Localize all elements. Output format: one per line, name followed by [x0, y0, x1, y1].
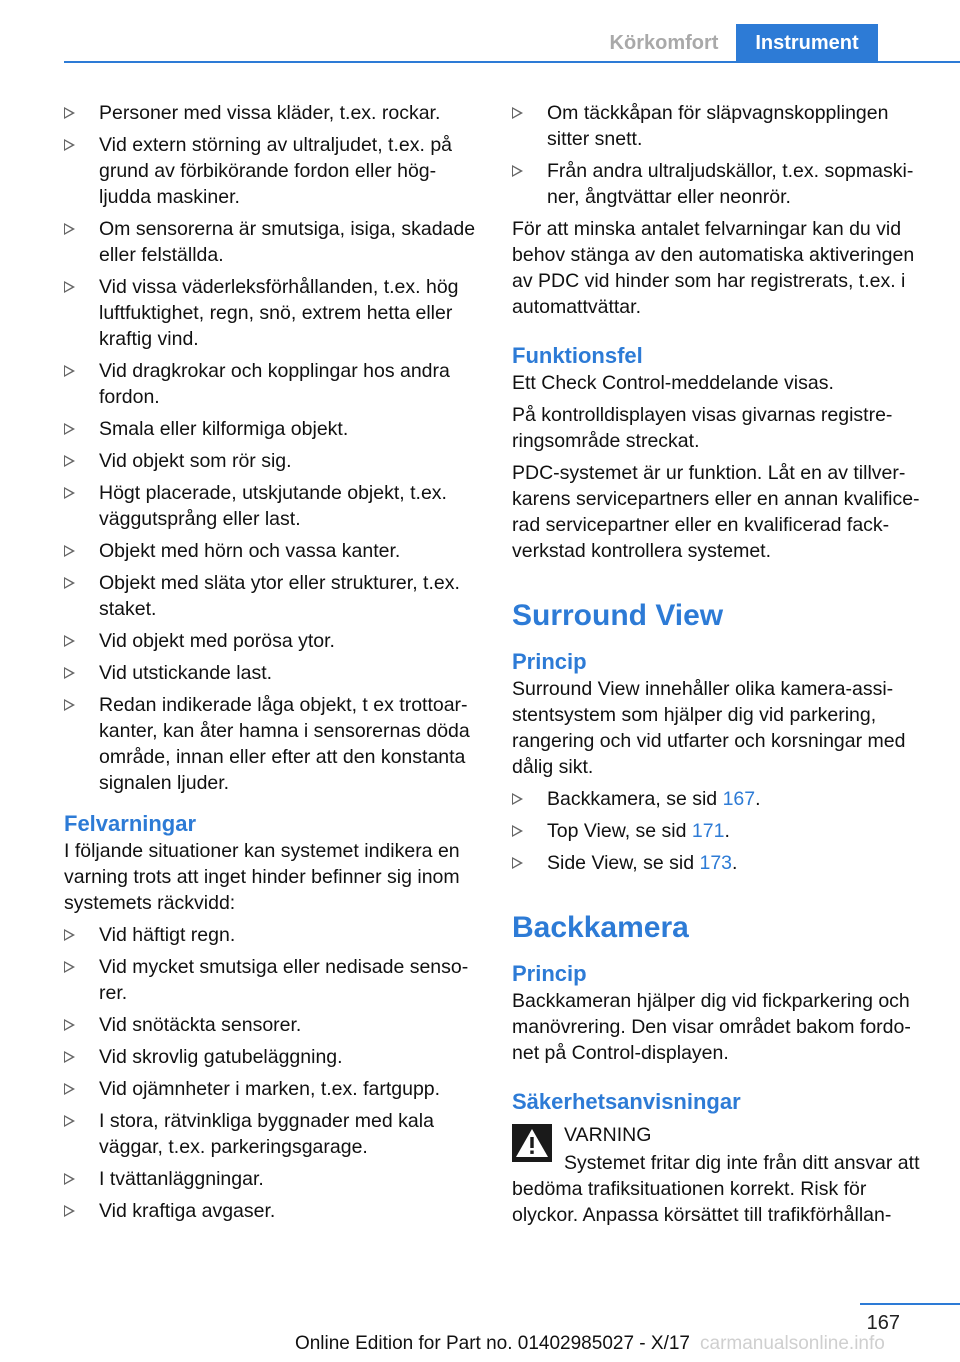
heading-backkamera: Backkamera — [512, 911, 689, 944]
list-item: Side View, se sid 173. — [512, 850, 932, 876]
bullet-arrow-icon — [64, 635, 75, 647]
list-item — [64, 570, 482, 622]
list-item-text: I tvättanläggningar. — [99, 1168, 264, 1190]
bullet-arrow-icon — [64, 1205, 75, 1217]
warning-triangle-icon — [512, 1124, 552, 1162]
edition-note: Online Edition for Part no. 01402985027 - X/17 — [294, 1333, 690, 1354]
paragraph-funktionsfel-3: PDC-systemet är ur funktion. Låt en av tillver‐ karens servicepartners eller en annan kvalifice‐ rad servicepartner eller en kvalificerad fack‐ verkstad kontrollera systemet. — [512, 462, 920, 562]
header-divider — [64, 61, 960, 63]
heading-surround-view: Surround View — [512, 599, 724, 632]
bullet-arrow-icon — [64, 699, 75, 711]
bullet-arrow-icon — [64, 577, 75, 589]
bullet-arrow-icon — [512, 793, 523, 805]
bullet-arrow-icon — [64, 455, 75, 467]
page-link-side-view[interactable]: 173 — [699, 852, 733, 874]
paragraph-surround-view: Surround View innehåller olika kamera-assi‐ stentsystem som hjälper dig vid parkering, rangering och vid utfarter och korsningar med dålig sikt. — [512, 678, 906, 778]
list-item — [64, 274, 482, 352]
list-item-text: Objekt med hörn och vassa kanter. — [99, 540, 401, 562]
list-item — [64, 628, 482, 654]
list-item-text: Vid objekt med porösa ytor. — [99, 630, 335, 652]
list-item-text: Vid objekt som rör sig. — [99, 450, 292, 472]
list-item-text: Objekt med släta ytor eller strukturer, t.ex. staket. — [99, 572, 460, 620]
list-item-text: Från andra ultraljudskällor, t.ex. sopmaski‐ ner, ångtvättar eller neonrör. — [547, 160, 914, 208]
list-item-text: Vid kraftiga avgaser. — [99, 1200, 276, 1222]
list-item-text: Smala eller kilformiga objekt. — [99, 418, 349, 440]
paragraph-reduce-warnings: För att minska antalet felvarningar kan du vid behov stänga av den automatiska aktiveringen av PDC vid hinder som har registrerats, t.ex. i automattvättar. — [512, 218, 915, 318]
list-item-text: Backkamera, se sid — [547, 788, 723, 810]
right-column — [512, 100, 932, 1234]
bullet-arrow-icon — [64, 1019, 75, 1031]
bullet-arrow-icon — [64, 281, 75, 293]
list-item — [64, 358, 482, 410]
list-item — [64, 416, 482, 442]
paragraph-backkamera: Backkameran hjälper dig vid fickparkering och manövrering. Den visar området bakom fordo‐ net på Control-displayen. — [512, 990, 911, 1064]
tab-korkomfort[interactable]: Körkomfort — [609, 32, 719, 54]
list-item-text: Top View, se sid — [547, 820, 692, 842]
heading-funktionsfel: Funktionsfel — [512, 343, 643, 368]
list-item-text: Vid häftigt regn. — [99, 924, 236, 946]
list-item-text: Side View, se sid — [547, 852, 700, 874]
list-item — [64, 922, 482, 948]
list-item-text: Vid vissa väderleksförhållanden, t.ex. hög luftfuktighet, regn, snö, extrem hetta eller kraftig vind. — [99, 276, 459, 350]
list-item — [64, 216, 482, 268]
bullet-arrow-icon — [64, 223, 75, 235]
paragraph-funktionsfel-2: På kontrolldisplayen visas givarnas registre‐ ringsområde streckat. — [512, 404, 893, 452]
bullet-arrow-icon — [512, 165, 523, 177]
list-item — [64, 1166, 482, 1192]
bullet-arrow-icon — [64, 545, 75, 557]
bullet-arrow-icon — [64, 1173, 75, 1185]
page-header — [0, 0, 960, 62]
list-item — [64, 1198, 482, 1224]
bullet-arrow-icon — [512, 825, 523, 837]
list-item-text: Vid ojämnheter i marken, t.ex. fartgupp. — [99, 1078, 441, 1100]
list-item-text: Vid extern störning av ultraljudet, t.ex. på grund av förbikörande fordon eller hög‐ ljudda maskiner. — [99, 134, 453, 208]
heading-surround-princip: Princip — [512, 649, 587, 674]
bullet-arrow-icon — [64, 487, 75, 499]
page-link-backkamera[interactable]: 167 — [722, 788, 756, 810]
bullet-list-false-warnings — [64, 922, 482, 1224]
heading-backkamera-princip: Princip — [512, 961, 587, 986]
list-item-text: I stora, rätvinkliga byggnader med kala väggar, t.ex. parkeringsgarage. — [99, 1110, 434, 1158]
bullet-arrow-icon — [64, 1051, 75, 1063]
list-item — [64, 1012, 482, 1038]
warning-block — [512, 1122, 932, 1148]
bullet-list-continued — [512, 100, 932, 210]
left-column — [64, 100, 482, 1230]
paragraph-funktionsfel-1: Ett Check Control-meddelande visas. — [512, 372, 834, 394]
list-item — [64, 100, 482, 126]
page-link-top-view[interactable]: 171 — [691, 820, 725, 842]
bullet-arrow-icon — [64, 667, 75, 679]
list-item-text: Personer med vissa kläder, t.ex. rockar. — [99, 102, 441, 124]
list-item — [64, 448, 482, 474]
bullet-arrow-icon — [64, 107, 75, 119]
bullet-arrow-icon — [64, 961, 75, 973]
warning-label: VARNING — [564, 1124, 652, 1146]
list-item-text: Vid snötäckta sensorer. — [99, 1014, 302, 1036]
list-item-text: Om täckkåpan för släpvagnskopplingen sitter snett. — [547, 102, 889, 150]
page-number: 167 — [866, 1312, 900, 1334]
list-item — [64, 1044, 482, 1070]
watermark: carmanualsonline.info — [700, 1333, 885, 1354]
bullet-arrow-icon — [64, 1115, 75, 1127]
list-item — [64, 1108, 482, 1160]
list-item-text: Om sensorerna är smutsiga, isiga, skadade eller felställda. — [99, 218, 476, 266]
list-item-text: Vid skrovlig gatubeläggning. — [99, 1046, 343, 1068]
list-item — [64, 538, 482, 564]
list-item — [64, 132, 482, 210]
bullet-arrow-icon — [64, 139, 75, 151]
list-item: Backkamera, se sid 167. — [512, 786, 932, 812]
list-item-text: Redan indikerade låga objekt, t ex trottoar‐ kanter, kan åter hamna i sensorernas döda område, innan eller efter att den konstanta signalen ljuder. — [99, 694, 470, 794]
list-item — [512, 100, 932, 152]
bullet-list-limitations — [64, 100, 482, 796]
bullet-arrow-icon — [64, 423, 75, 435]
list-item-text: Vid mycket smutsiga eller nedisade senso‐ rer. — [99, 956, 469, 1004]
paragraph-felvarningar: I följande situationer kan systemet indikera en varning trots att inget hinder befinner sig inom systemets räckvidd: — [64, 840, 460, 914]
footer-divider — [860, 1303, 960, 1305]
heading-felvarningar: Felvarningar — [64, 811, 197, 836]
list-item-text: Högt placerade, utskjutande objekt, t.ex. väggutsprång eller last. — [99, 482, 447, 530]
tab-instrument[interactable]: Instrument — [736, 24, 878, 62]
warning-text: Systemet fritar dig inte från ditt ansvar att bedöma trafiksituationen korrekt. Risk för olyckor. Anpassa körsättet till trafikförhållan‐ — [512, 1152, 920, 1226]
heading-sakerhetsanvisningar: Säkerhetsanvisningar — [512, 1089, 741, 1114]
bullet-arrow-icon — [512, 857, 523, 869]
list-item — [64, 692, 482, 796]
list-item — [512, 158, 932, 210]
list-item: Top View, se sid 171. — [512, 818, 932, 844]
bullet-arrow-icon — [64, 365, 75, 377]
bullet-arrow-icon — [512, 107, 523, 119]
list-item-text: Vid utstickande last. — [99, 662, 273, 684]
list-item — [64, 660, 482, 686]
list-item-text: Vid dragkrokar och kopplingar hos andra fordon. — [99, 360, 450, 408]
bullet-list-surround-links — [512, 786, 932, 876]
list-item — [64, 1076, 482, 1102]
list-item — [64, 954, 482, 1006]
list-item — [64, 480, 482, 532]
bullet-arrow-icon — [64, 1083, 75, 1095]
bullet-arrow-icon — [64, 929, 75, 941]
